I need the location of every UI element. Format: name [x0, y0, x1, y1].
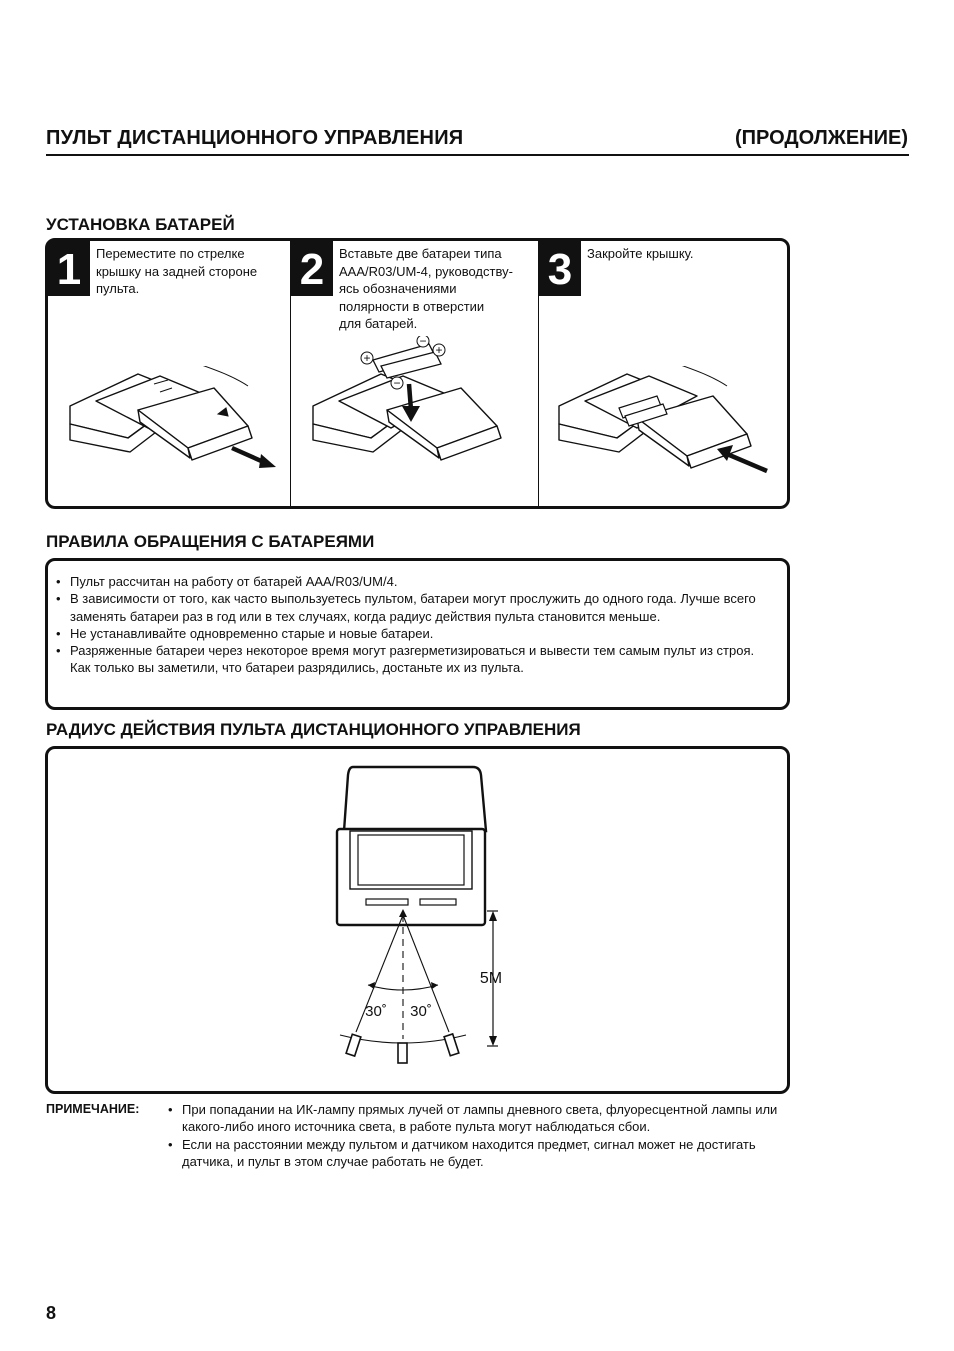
insert-batteries-illustration [311, 336, 536, 506]
battery-rules-list [56, 573, 773, 677]
step-2 [290, 241, 538, 506]
remote-center-icon [398, 1043, 407, 1063]
list-item: • Пульт рассчитан на работу от батарей AAA/R03/UM/4. [56, 573, 773, 590]
page-title: ПУЛЬТ ДИСТАНЦИОННОГО УПРАВЛЕНИЯ [46, 127, 464, 149]
page-title-continuation: (ПРОДОЛЖЕНИЕ) [735, 127, 908, 149]
step-1-text: Переместите по стрелке крышку на задней стороне пульта. [96, 246, 258, 296]
note-label: ПРИМЕЧАНИЕ: [46, 1102, 140, 1116]
list-item: • Разряженные батареи через некоторое время могут разгерметизироваться и вывести тем самым пульт из строя. Как только вы заметили, что батареи разрядились, достаньте их из пульта. [56, 642, 773, 677]
step-2-number: 2 [291, 241, 333, 296]
battery-rules-heading: ПРАВИЛА ОБРАЩЕНИЯ С БАТАРЕЯМИ [46, 532, 375, 551]
battery-install-heading: УСТАНОВКА БАТАРЕЙ [46, 215, 235, 234]
distance-label: 5M [479, 970, 503, 987]
title-divider [46, 154, 909, 156]
plus-symbol-right: + [435, 343, 443, 357]
step-3-text: Закройте крышку. [587, 246, 694, 261]
battery-install-panel [45, 238, 790, 509]
step-1 [48, 241, 290, 506]
step-1-number: 1 [48, 241, 90, 296]
list-item: • В зависимости от того, как часто выпользуетесь пультом, батареи могут прослужить до одного года. Лучше всего заменять батареи раз в год или в тех случаях, когда радиус действия пульта становится меньше. [56, 590, 773, 625]
list-item: • При попадании на ИК-лампу прямых лучей от лампы дневного света, флуоресцентной лампы или какого-либо иного источника света, в работе пульта могут наблюдаться сбои. [168, 1101, 788, 1136]
minus-symbol-top: − [419, 336, 427, 348]
step-2-text: Вставьте две батареи типа AAA/R03/UM-4, руководству- ясь обозначениями полярности в отверстии для батарей. [339, 246, 513, 331]
minus-symbol-bottom: − [393, 376, 401, 390]
range-diagram [48, 749, 787, 1091]
tv-top [344, 767, 486, 831]
remote-close-cover-illustration [557, 366, 782, 506]
list-item: • Не устанавливайте одновременно старые и новые батареи. [56, 625, 773, 642]
list-item: • Если на расстоянии между пультом и датчиком находится предмет, сигнал может не достигать датчика, и пульт в этом случае работать не будет. [168, 1136, 788, 1171]
remote-open-cover-illustration [68, 366, 288, 506]
range-heading: РАДИУС ДЕЙСТВИЯ ПУЛЬТА ДИСТАНЦИОННОГО УПРАВЛЕНИЯ [46, 720, 581, 739]
battery-rules-panel [45, 558, 790, 710]
angle-left-label: 30˚ [365, 1003, 387, 1020]
angle-right-label: 30˚ [410, 1003, 432, 1020]
step-3 [538, 241, 787, 506]
plus-symbol-left: + [363, 351, 371, 365]
range-panel [45, 746, 790, 1094]
page-number: 8 [46, 1303, 57, 1323]
note-list [168, 1101, 788, 1170]
step-3-number: 3 [539, 241, 581, 296]
